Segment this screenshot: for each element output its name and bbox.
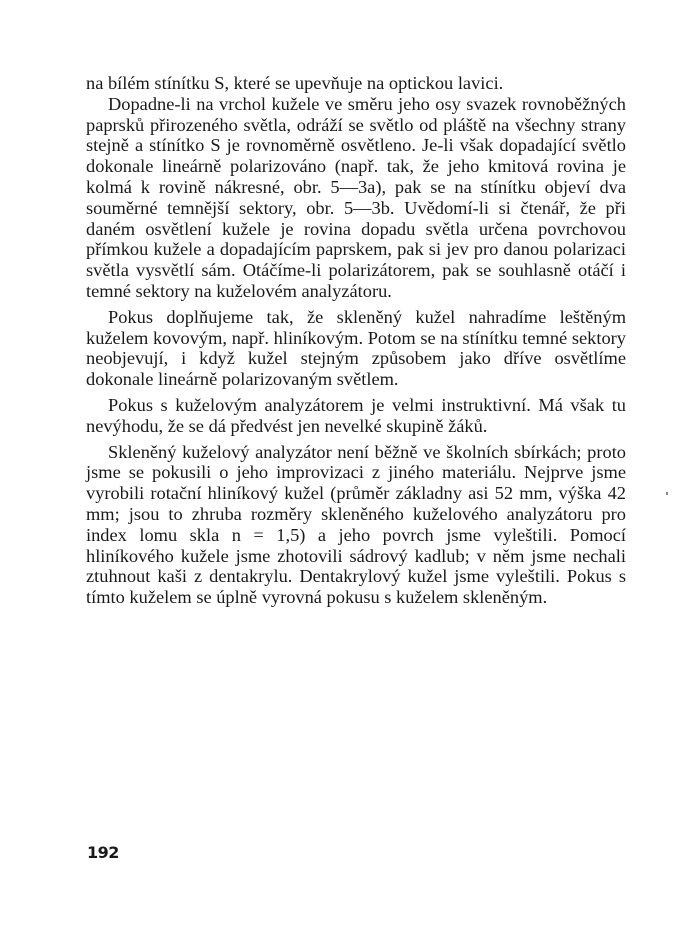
body-text: [86, 73, 626, 608]
print-speck: [666, 492, 668, 495]
paragraph-4: Pokus s kuželovým analyzátorem je velmi instruktivní. Má však tu nevýhodu, že se dá předvést jen nevelké skupině žáků.: [86, 394, 626, 436]
paragraph-1: na bílém stínítku S, které se upevňuje na optickou lavici.: [86, 73, 504, 93]
paragraph-5: Skleněný kuželový analyzátor není běžně ve školních sbírkách; proto jsme se pokusili o jeho improvizaci z jiného materiálu. Nejprve jsme vyrobili rotační hliníkový kužel (průměr základny asi 52 mm, výška 42 mm; jsou to zhruba rozměry skleněného kuželového analyzátoru pro index lomu skla n = 1,5) a jeho povrch jsme vyleštili. Pomocí hliníkového kužele jsme zhotovili sádrový kadlub; v něm jsme nechali ztuhnout kaši z dentakrylu. Dentakrylový kužel jsme vyleštili. Pokus s tímto kuželem se úplně vyrovná pokusu s kuželem skleněným.: [86, 441, 626, 608]
paragraph-3: Pokus doplňujeme tak, že skleněný kužel nahradíme leštěným kuželem kovovým, např. hliníkovým. Potom se na stínítku temné sektory neobjevují, i když kužel stejným způsobem jako dříve osvětlíme dokonale lineárně polarizovaným světlem.: [86, 306, 626, 390]
page-number: 192: [87, 843, 119, 862]
paragraph-2: Dopadne-li na vrchol kužele ve směru jeho osy svazek rovnoběžných paprsků přirozeného světla, odráží se světlo od pláště na všechny strany stejně a stínítko S je rovnoměrně osvětleno. Je-li však dopadající světlo dokonale lineárně polarizováno (např. tak, že jeho kmitová rovina je kolmá k rovině nákresné, obr. 5—3a), pak se na stínítku objeví dva souměrné temnější sektory, obr. 5—3b. Uvědomí-li si čtenář, že při daném osvětlení kužele je rovina dopadu světla určena povrchovou přímkou kužele a dopadajícím paprskem, pak si jev pro danou polarizaci světla vysvětlí sám. Otáčíme-li polarizátorem, pak se souhlasně otáčí i temné sektory na kuželovém analyzátoru.: [86, 93, 626, 301]
